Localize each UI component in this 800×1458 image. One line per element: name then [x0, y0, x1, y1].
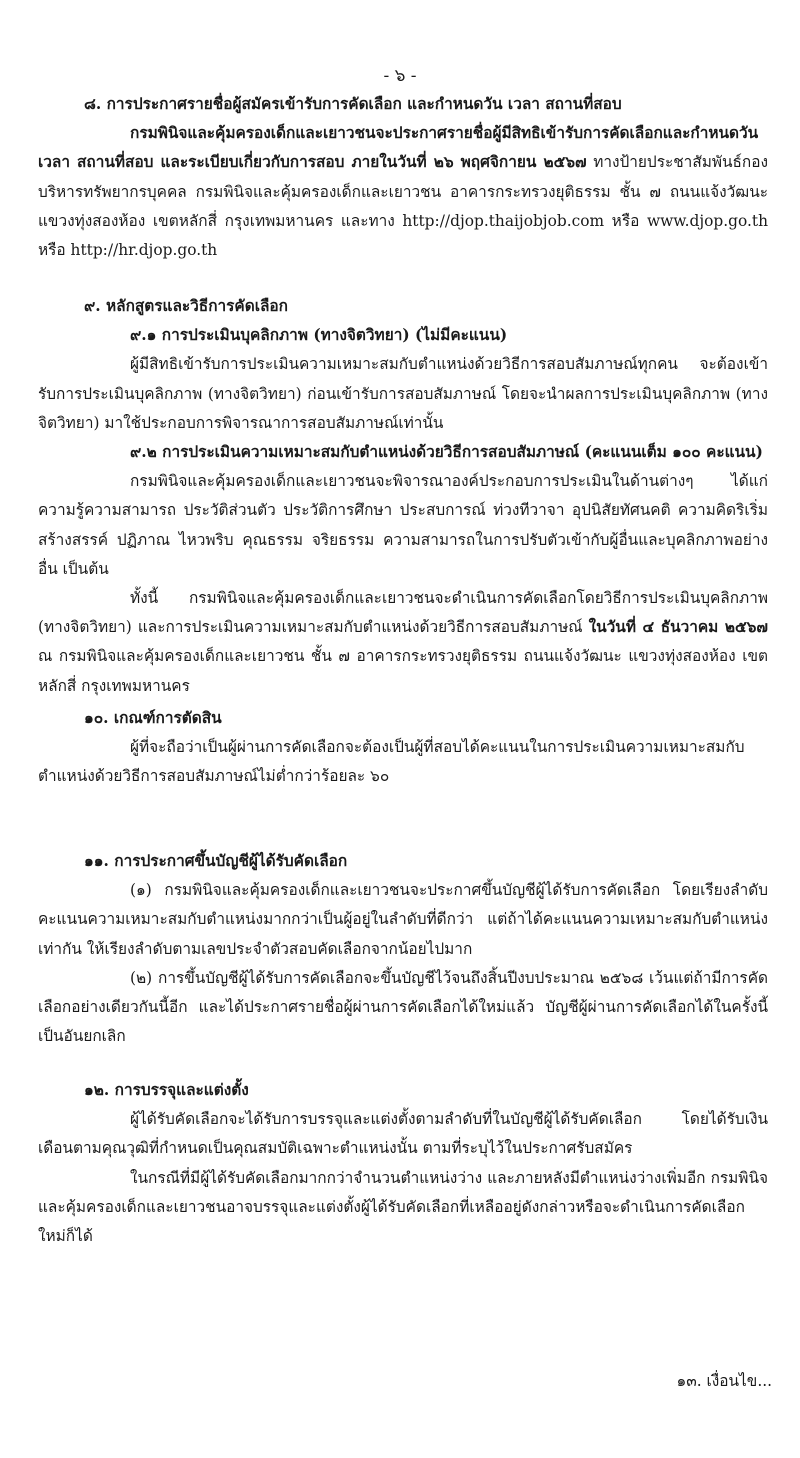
section-9-heading: ๙. หลักสูตรและวิธีการคัดเลือก — [84, 297, 288, 315]
section-12 — [38, 1076, 768, 1251]
section-12-heading: ๑๒. การบรรจุและแต่งตั้ง — [84, 1081, 249, 1099]
section-8-heading: ๘. การประกาศรายชื่อผู้สมัครเข้ารับการคัดเลือก และกำหนดวัน เวลา สถานที่สอบ — [84, 95, 622, 113]
section-12-paragraph-2: ในกรณีที่มีผู้ได้รับคัดเลือกมากกว่าจำนวนตำแหน่งว่าง และภายหลังมีตำแหน่งว่างเพิ่มอีก กรมพินิจและคุ้มครองเด็กและเยาวชนอาจบรรจุและแต่งตั้งผู้ได้รับคัดเลือกที่เหลืออยู่ดังกล่าวหรือจะดำเนินการคัดเลือกใหม่ก็ได้ — [38, 1168, 768, 1246]
section-11-paragraph-2: (๒) การขึ้นบัญชีผู้ได้รับการคัดเลือกจะขึ้นบัญชีไว้จนถึงสิ้นปีงบประมาณ ๒๕๖๘ เว้นแต่ถ้ามีการคัดเลือกอย่างเดียวกันนี้อีก และได้ประกาศรายชื่อผู้ผ่านการคัดเลือกได้ใหม่แล้ว บัญชีผู้ผ่านการคัดเลือกได้ในครั้งนี้เป็นอันยกเลิก — [38, 968, 768, 1046]
section-11-heading: ๑๑. การประกาศขึ้นบัญชีผู้ได้รับคัดเลือก — [84, 852, 348, 870]
section-8-text: ทางป้ายประชาสัมพันธ์กองบริหารทรัพยากรบุคคล กรมพินิจและคุ้มครองเด็กและเยาวชน อาคารกระทรวงยุติธรรม ชั้น ๗ ถนนแจ้งวัฒนะ แขวงทุ่งสองห้อง เขตหลักสี่ กรุงเทพมหานคร และทาง http://djop.thaijobjob.com หรือ www.djop.go.th หรือ http://hr.djop.go.th — [38, 153, 768, 260]
section-9-2-schedule — [38, 584, 768, 701]
section-12-paragraph-1: ผู้ได้รับคัดเลือกจะได้รับการบรรจุและแต่งตั้งตามลำดับที่ในบัญชีผู้ได้รับคัดเลือก โดยได้รับเงินเดือนตามคุณวุฒิที่กำหนดเป็นคุณสมบัติเฉพาะตำแหน่งนั้น ตามที่ระบุไว้ในประกาศรับสมัคร — [38, 1110, 768, 1158]
section-9-2-text: กรมพินิจและคุ้มครองเด็กและเยาวชนจะพิจารณาองค์ประกอบการประเมินในด้านต่างๆ ได้แก่ ความรู้ความสามารถ ประวัติส่วนตัว ประวัติการศึกษา ประสบการณ์ ท่วงทีวาจา อุปนิสัยทัศนคติ ความคิดริเริ่มสร้างสรรค์ ปฏิภาณ ไหวพริบ คุณธรรม จริยธรรม ความสามารถในการปรับตัวเข้ากับผู้อื่นและบุคลิกภาพอย่างอื่น เป็นต้น — [38, 472, 768, 578]
schedule-date: ในวันที่ ๔ ธันวาคม ๒๕๖๗ — [588, 618, 769, 637]
section-8-paragraph — [38, 119, 768, 265]
section-9-1-heading: ๙.๑ การประเมินบุคลิกภาพ (ทางจิตวิทยา) (ไม่มีคะแนน) — [130, 326, 508, 345]
page-number: - ๖ - — [383, 66, 417, 86]
continuation-marker: ๑๓. เงื่อนไข... — [676, 1372, 772, 1390]
schedule-text-a: ทั้งนี้ กรมพินิจและคุ้มครองเด็กและเยาวชนจะดำเนินการคัดเลือกโดยวิธีการประเมินบุคลิกภาพ (ทางจิตวิทยา) และการประเมินความเหมาะสมกับตำแหน่งด้วยวิธีการสอบสัมภาษณ์ — [38, 589, 768, 637]
section-8-text-bold: กรมพินิจและคุ้มครองเด็กและเยาวชนจะประกาศรายชื่อผู้มีสิทธิเข้ารับการคัดเลือกและกำหนดวัน เวลา สถานที่สอบ และระเบียบเกี่ยวกับการสอบ ภายในวันที่ ๒๖ พฤศจิกายน ๒๕๖๗ — [38, 124, 759, 172]
section-9-2-heading: ๙.๒ การประเมินความเหมาะสมกับตำแหน่งด้วยวิธีการสอบสัมภาษณ์ (คะแนนเต็ม ๑๐๐ คะแนน) — [130, 443, 763, 462]
schedule-text-c: ณ กรมพินิจและคุ้มครองเด็กและเยาวชน ชั้น ๗ อาคารกระทรวงยุติธรรม ถนนแจ้งวัฒนะ แขวงทุ่งสองห้อง เขตหลักสี่ กรุงเทพมหานคร — [38, 647, 768, 695]
section-9 — [38, 292, 768, 701]
section-11-paragraph-1: (๑) กรมพินิจและคุ้มครองเด็กและเยาวชนจะประกาศขึ้นบัญชีผู้ได้รับการคัดเลือก โดยเรียงลำดับคะแนนความเหมาะสมกับตำแหน่งมากกว่าเป็นผู้อยู่ในลำดับที่ดีกว่า แต่ถ้าได้คะแนนความเหมาะสมกับตำแหน่งเท่ากัน ให้เรียงลำดับตามเลขประจำตัวสอบคัดเลือกจากน้อยไปมาก — [38, 881, 768, 958]
section-8 — [38, 90, 768, 265]
section-11 — [38, 847, 768, 1051]
section-9-1-text: ผู้มีสิทธิเข้ารับการประเมินความเหมาะสมกับตำแหน่งด้วยวิธีการสอบสัมภาษณ์ทุกคน จะต้องเข้ารับการประเมินบุคลิกภาพ (ทางจิตวิทยา) ก่อนเข้ารับการสอบสัมภาษณ์ โดยจะนำผลการประเมินบุคลิกภาพ (ทางจิตวิทยา) มาใช้ประกอบการพิจารณาการสอบสัมภาษณ์เท่านั้น — [38, 355, 768, 432]
section-10 — [38, 704, 768, 792]
section-10-heading: ๑๐. เกณฑ์การตัดสิน — [84, 709, 222, 727]
section-10-text: ผู้ที่จะถือว่าเป็นผู้ผ่านการคัดเลือกจะต้องเป็นผู้ที่สอบได้คะแนนในการประเมินความเหมาะสมกับตำแหน่งด้วยวิธีการสอบสัมภาษณ์ไม่ต่ำกว่าร้อยละ ๖๐ — [38, 738, 745, 786]
